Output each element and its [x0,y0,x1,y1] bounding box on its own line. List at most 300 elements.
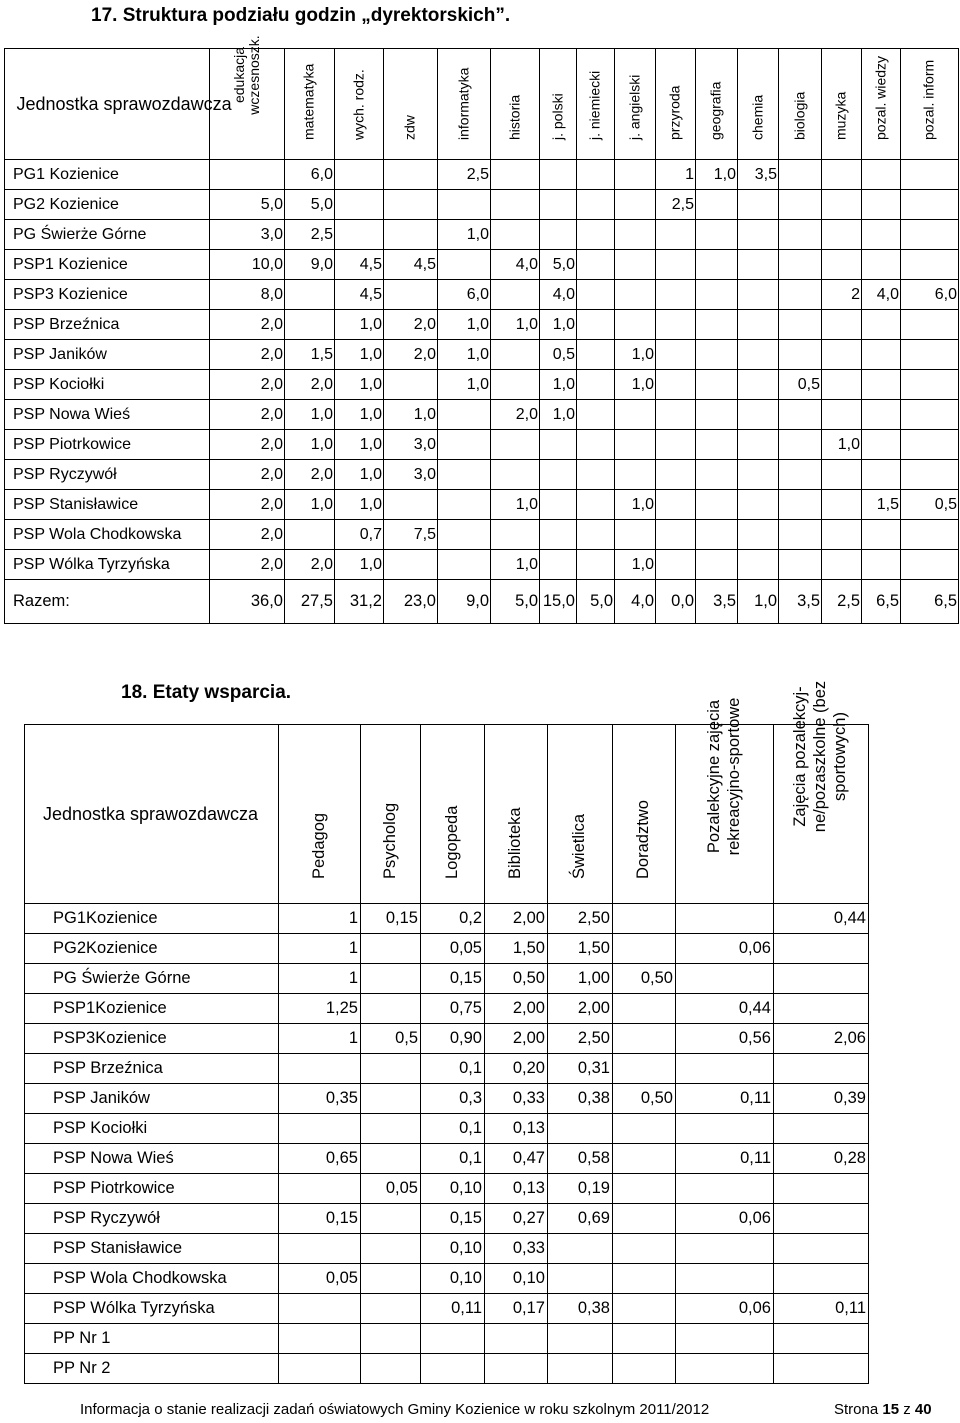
table-cell [279,1294,361,1324]
table-cell [615,220,656,250]
total-cell: 0,0 [656,580,696,624]
total-cell: 5,0 [577,580,615,624]
unit-name: PSP Wola Chodkowska [25,1264,279,1294]
column-header [540,49,577,160]
table-cell: 2,0 [210,460,285,490]
column-header [361,725,421,904]
table-row [5,340,959,370]
table-row [5,400,959,430]
table-cell [613,1264,676,1294]
total-cell: 23,0 [384,580,438,624]
table-cell [822,400,862,430]
table-row [25,1114,869,1144]
table-cell: 0,15 [421,1204,485,1234]
table-row [5,430,959,460]
table-cell: 1,25 [279,994,361,1024]
total-cell: 15,0 [540,580,577,624]
unit-name: PSP Nowa Wieś [25,1144,279,1174]
table-cell [613,904,676,934]
table-row [25,1144,869,1174]
table-cell [613,1144,676,1174]
table-cell [384,370,438,400]
table-cell: 1 [279,1024,361,1054]
dyrektorskie-hours-table [4,35,959,624]
table-cell [421,1354,485,1384]
table-cell [615,520,656,550]
unit-header-label: Jednostka sprawozdawcza [42,803,259,824]
total-cell: 9,0 [438,580,491,624]
table-cell [676,1234,774,1264]
column-header-label: wych. rodz. [350,69,366,140]
table-cell: 0,28 [774,1144,869,1174]
table-cell [676,904,774,934]
table-cell [822,310,862,340]
table-cell: 1,0 [540,370,577,400]
table-cell: 0,13 [485,1114,548,1144]
table-cell: 1,50 [485,934,548,964]
table-row [25,1264,869,1294]
table-cell [676,1264,774,1294]
table-cell [901,220,959,250]
column-header [862,49,901,160]
column-header-label: muzyka [832,91,849,140]
table-cell [676,1054,774,1084]
table-cell [656,550,696,580]
table-cell [676,1354,774,1384]
column-header-label: j. polski [549,93,565,140]
table-cell: 0,10 [485,1264,548,1294]
table-row [25,994,869,1024]
table-cell [285,280,335,310]
table-cell [279,1324,361,1354]
table-cell [548,1264,613,1294]
table-cell [577,280,615,310]
table-cell: 0,15 [279,1204,361,1234]
table-cell [548,1234,613,1264]
table-cell [361,1054,421,1084]
column-header-label: pozal. wiedzy [872,55,888,140]
table-cell: 1,0 [438,340,491,370]
header-row [25,725,869,904]
unit-name: PSP Brzeźnica [5,310,210,340]
table-cell: 0,75 [421,994,485,1024]
table-cell [738,520,779,550]
unit-header [25,725,279,904]
column-header-label: Świetlica [570,813,588,879]
table-cell [656,250,696,280]
table-cell: 0,11 [676,1084,774,1114]
table-cell [862,370,901,400]
total-cell: 3,5 [779,580,822,624]
table-cell [613,1174,676,1204]
table-cell: 1,0 [491,310,540,340]
column-header-label: matematyka [300,63,317,140]
table-cell [384,160,438,190]
table-cell [438,400,491,430]
table-cell: 0,27 [485,1204,548,1234]
table-cell [577,550,615,580]
table-cell: 3,0 [384,430,438,460]
table-cell [361,1354,421,1384]
column-header [779,49,822,160]
table-cell [577,190,615,220]
table-cell [279,1174,361,1204]
table-cell [822,490,862,520]
table-cell [738,310,779,340]
table-cell: 1 [279,934,361,964]
table-cell [540,220,577,250]
table-cell [548,1354,613,1384]
table-cell [862,250,901,280]
table-cell [210,160,285,190]
table-cell [491,520,540,550]
table-cell [485,1324,548,1354]
table-cell [901,430,959,460]
table-cell: 5,0 [540,250,577,280]
table-cell [361,1144,421,1174]
table-cell [577,460,615,490]
table-cell [822,520,862,550]
table-cell [656,370,696,400]
unit-name: PSP Ryczywół [5,460,210,490]
column-header [738,49,779,160]
table-cell [438,190,491,220]
unit-name: PSP Kociołki [5,370,210,400]
table-cell: 0,50 [485,964,548,994]
table-cell: 2,0 [210,520,285,550]
table-cell [901,250,959,280]
column-header-label: Doradztwo [634,800,652,879]
section-17-title: 17. Struktura podziału godzin „dyrektorskich”. [91,5,511,26]
table-cell [615,430,656,460]
table-cell [615,250,656,280]
unit-name: PSP Wólka Tyrzyńska [5,550,210,580]
total-cell: 5,0 [491,580,540,624]
table-cell [774,1114,869,1144]
table-cell [548,1114,613,1144]
table-cell: 9,0 [285,250,335,280]
table-cell [738,340,779,370]
table-cell: 0,10 [421,1264,485,1294]
unit-name: PSP Ryczywół [25,1204,279,1234]
table-cell: 0,5 [901,490,959,520]
table-cell [738,490,779,520]
unit-name: PSP Wólka Tyrzyńska [25,1294,279,1324]
table-cell [774,1204,869,1234]
table-cell [696,430,738,460]
table-cell: 0,3 [421,1084,485,1114]
table-cell [540,520,577,550]
table-cell [384,220,438,250]
table-cell: 1,0 [615,490,656,520]
table-cell: 7,5 [384,520,438,550]
table-cell [656,460,696,490]
table-cell: 1,0 [540,310,577,340]
table-cell [540,550,577,580]
table-cell: 0,31 [548,1054,613,1084]
table-cell: 3,0 [210,220,285,250]
table-cell [774,994,869,1024]
table-cell: 8,0 [210,280,285,310]
table-cell: 1,0 [822,430,862,460]
column-header [656,49,696,160]
unit-name: PSP Piotrkowice [5,430,210,460]
unit-header [5,49,232,160]
table-cell [738,250,779,280]
table-row [25,1234,869,1264]
unit-name: PSP1 Kozienice [5,250,210,280]
table-cell: 2,0 [285,460,335,490]
table-cell [285,520,335,550]
table-row [25,1084,869,1114]
column-header-label: Pedagog [309,812,328,879]
table-cell [540,490,577,520]
table-cell: 4,0 [491,250,540,280]
total-cell: 3,5 [696,580,738,624]
table-cell [615,310,656,340]
table-cell [361,1294,421,1324]
table-cell: 0,38 [548,1084,613,1114]
table-cell: 1,5 [285,340,335,370]
table-cell [862,310,901,340]
table-cell [361,1234,421,1264]
table-cell: 0,35 [279,1084,361,1114]
table-cell: 0,17 [485,1294,548,1324]
table-cell [901,190,959,220]
column-header [210,35,285,160]
table-cell [901,460,959,490]
table-cell [862,220,901,250]
table-cell [613,1114,676,1144]
total-label: Razem: [5,580,210,624]
table-cell [822,550,862,580]
unit-name: PSP Brzeźnica [25,1054,279,1084]
column-header [615,49,656,160]
table-cell: 0,1 [421,1054,485,1084]
table-cell: 1,0 [285,430,335,460]
table-cell: 0,10 [421,1234,485,1264]
table-cell [822,460,862,490]
table-cell [779,430,822,460]
column-header-label: Logopeda [442,805,461,879]
table-row [25,934,869,964]
table-cell: 0,11 [676,1144,774,1174]
table-row [5,190,959,220]
table-cell [540,460,577,490]
table-cell [901,340,959,370]
table-cell: 4,5 [384,250,438,280]
table-cell: 2,0 [210,490,285,520]
table-cell: 2,0 [491,400,540,430]
total-cell: 6,5 [862,580,901,624]
table-cell [862,340,901,370]
table-cell: 2,5 [438,160,491,190]
table-cell [779,280,822,310]
table-cell [548,1324,613,1354]
table-cell: 1 [279,904,361,934]
footer-text: Informacja o stanie realizacji zadań oświatowych Gminy Kozienice w roku szkolnym 2011/2012 [80,1401,710,1418]
table-row [5,280,959,310]
table-cell [696,340,738,370]
table-cell [738,400,779,430]
table-cell: 2,0 [210,400,285,430]
table-cell [676,1114,774,1144]
table-cell: 1,0 [438,220,491,250]
column-header-label: j. angielski [626,74,642,140]
unit-name: PG1Kozienice [25,904,279,934]
unit-name: PG1 Kozienice [5,160,210,190]
table-cell: 1,0 [615,550,656,580]
table-cell: 3,0 [384,460,438,490]
table-cell [779,460,822,490]
table-cell: 2,5 [285,220,335,250]
table-cell: 2,00 [485,1024,548,1054]
unit-name: PSP Stanisławice [25,1234,279,1264]
table-cell [279,1114,361,1144]
column-header-label: biologia [791,91,807,140]
table-cell [491,190,540,220]
table-cell: 1,0 [335,490,384,520]
table-cell [615,280,656,310]
table-cell: 0,1 [421,1114,485,1144]
table-cell: 1,0 [285,490,335,520]
table-cell [335,190,384,220]
table-row [5,160,959,190]
table-cell: 1 [656,160,696,190]
table-cell [491,340,540,370]
column-header [485,725,548,904]
table-cell: 0,11 [421,1294,485,1324]
table-cell: 1,0 [335,460,384,490]
table-cell [738,460,779,490]
table-cell [615,400,656,430]
table-cell: 1,0 [491,550,540,580]
table-cell [577,310,615,340]
column-header-label: edukacja wczesnoszk. [230,35,262,115]
table-cell [438,250,491,280]
table-cell [822,160,862,190]
table-cell: 2,5 [656,190,696,220]
table-cell [901,310,959,340]
table-cell: 5,0 [285,190,335,220]
column-header [822,49,862,160]
unit-name: PP Nr 2 [25,1354,279,1384]
table-cell [613,994,676,1024]
table-cell [779,490,822,520]
total-cell: 1,0 [738,580,779,624]
table-cell [384,190,438,220]
table-cell: 1,0 [615,370,656,400]
table-cell [779,520,822,550]
table-cell [491,220,540,250]
table-cell: 0,50 [613,1084,676,1114]
table-row [5,310,959,340]
table-cell [774,1264,869,1294]
table-cell [540,190,577,220]
column-header [774,680,869,904]
table-cell: 2,0 [285,370,335,400]
unit-name: PG Świerże Górne [5,220,210,250]
table-cell [613,1294,676,1324]
table-row [5,370,959,400]
table-cell [577,370,615,400]
table-cell [421,1324,485,1354]
table-cell: 0,65 [279,1144,361,1174]
table-cell: 5,0 [210,190,285,220]
header-row [5,49,959,160]
table-cell: 1,0 [335,340,384,370]
total-row [5,580,959,624]
table-cell [279,1054,361,1084]
table-cell [613,1204,676,1234]
column-header [577,49,615,160]
table-cell [361,964,421,994]
table-cell [491,430,540,460]
table-cell [901,520,959,550]
table-cell [577,430,615,460]
table-cell [613,934,676,964]
table-cell [577,250,615,280]
unit-name: PSP Janików [25,1084,279,1114]
table-cell: 1,0 [540,400,577,430]
table-cell [779,160,822,190]
table-cell [696,370,738,400]
table-cell [862,400,901,430]
table-cell: 2,0 [384,340,438,370]
table-cell [438,490,491,520]
table-row [25,1294,869,1324]
table-row [25,1054,869,1084]
table-cell [335,160,384,190]
unit-name: PSP1Kozienice [25,994,279,1024]
table-cell [901,550,959,580]
total-cell: 2,5 [822,580,862,624]
table-cell: 1,0 [696,160,738,190]
table-cell [491,370,540,400]
column-header [438,49,491,160]
table-cell: 0,5 [779,370,822,400]
table-cell: 1,0 [615,340,656,370]
column-header [696,49,738,160]
table-cell: 1,0 [438,370,491,400]
table-cell: 2,0 [210,370,285,400]
table-cell: 1,0 [285,400,335,430]
table-cell: 0,06 [676,1294,774,1324]
table-cell: 0,06 [676,934,774,964]
table-cell [696,250,738,280]
table-cell [656,280,696,310]
column-header [676,697,774,904]
unit-name: PG2 Kozienice [5,190,210,220]
table-cell [862,550,901,580]
table-cell [615,160,656,190]
unit-name: PSP Nowa Wieś [5,400,210,430]
unit-name: PSP Piotrkowice [25,1174,279,1204]
table-cell [774,1234,869,1264]
table-cell [696,460,738,490]
page-number: Strona 15 z 40 [834,1401,932,1418]
table-row [5,490,959,520]
table-cell [696,190,738,220]
column-header-label: historia [506,94,522,140]
table-cell [361,994,421,1024]
table-cell: 0,58 [548,1144,613,1174]
table-cell [696,310,738,340]
table-row [25,904,869,934]
table-cell [696,490,738,520]
table-cell: 0,1 [421,1144,485,1174]
table-cell [384,550,438,580]
